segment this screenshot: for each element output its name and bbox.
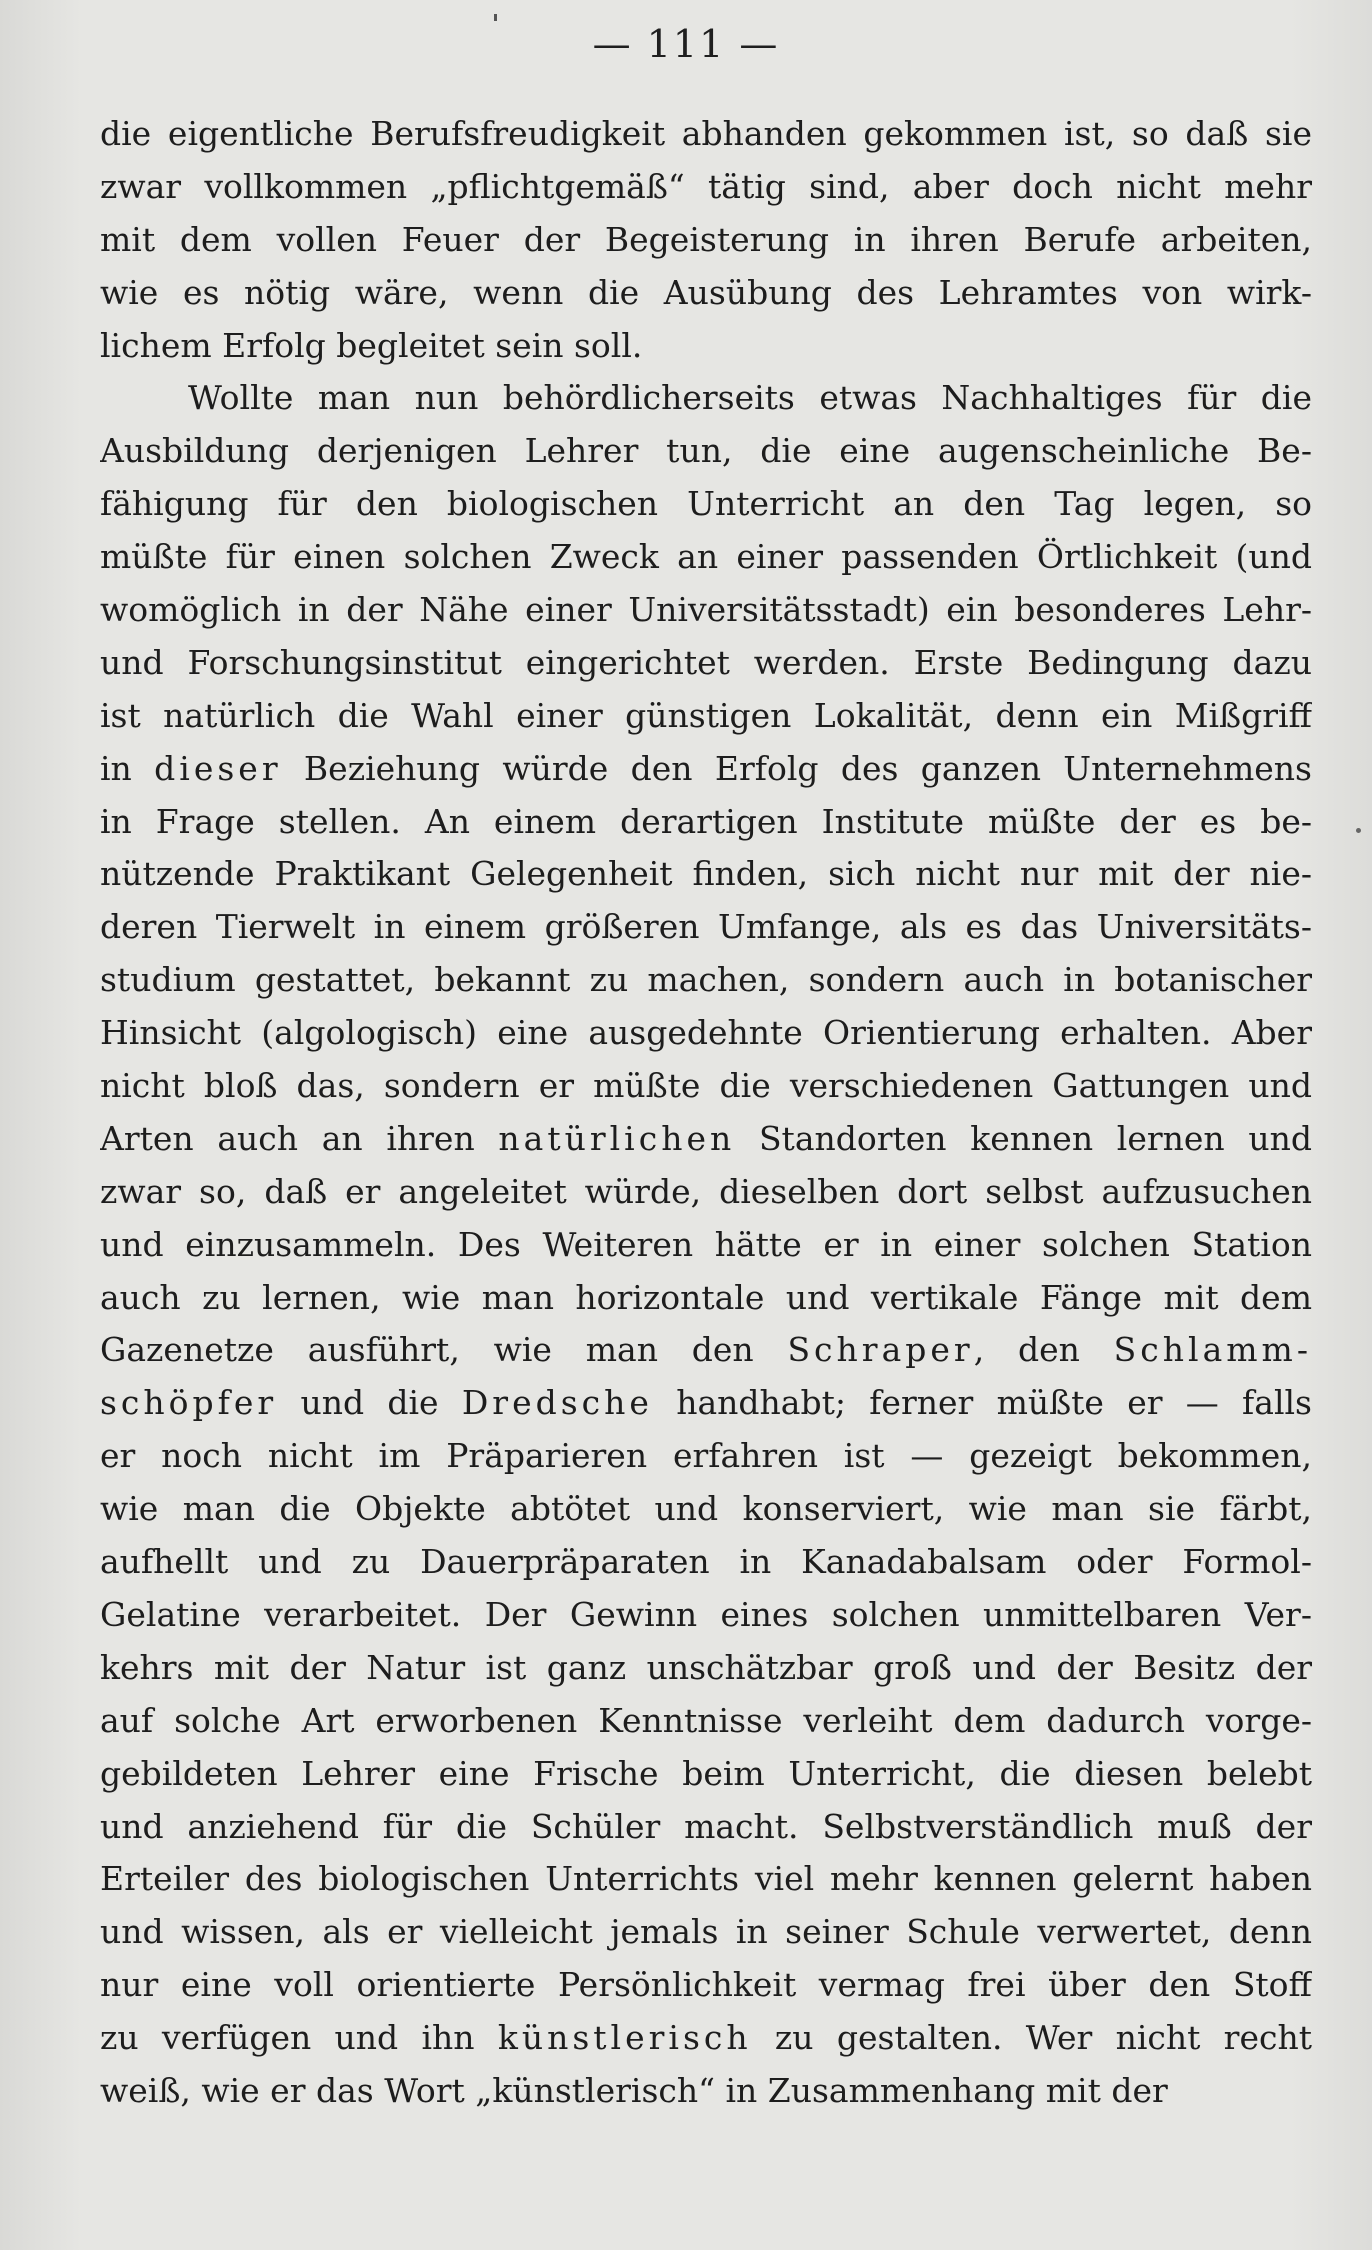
text-line [100,425,1312,478]
text-line [100,161,1312,214]
text-segment: nützende Praktikant Gelegenheit finden, sich nicht nur mit der nie- [100,854,1312,894]
text-line [100,1166,1312,1219]
text-line [100,1801,1312,1854]
text-segment: , den [973,1330,1114,1370]
text-segment: mit dem vollen Feuer der Begeisterung in ihren Berufe arbeiten, [100,219,1312,259]
text-segment: auf solche Art erworbenen Kenntnisse verleiht dem dadurch vorge- [100,1700,1312,1740]
text-line [100,214,1312,267]
text-line [100,2065,1312,2118]
text-segment: deren Tierwelt in einem größeren Umfange, als es das Universitäts- [100,907,1312,947]
text-segment: und wissen, als er vielleicht jemals in seiner Schule verwertet, denn [100,1912,1312,1952]
text-segment: die eigentliche Berufsfreudigkeit abhanden gekommen ist, so daß sie [100,114,1312,153]
text-segment: gebildeten Lehrer eine Frische beim Unterricht, die diesen belebt [100,1753,1312,1793]
text-line [100,1853,1312,1906]
text-line [100,478,1312,531]
spaced-emphasis: Schraper [787,1330,974,1370]
text-segment: wie es nötig wäre, wenn die Ausübung des Lehramtes von wirk- [100,272,1312,312]
text-segment: Gelatine verarbeitet. Der Gewinn eines solchen unmittelbaren Ver- [100,1594,1312,1634]
spaced-emphasis: künstlerisch [497,2018,752,2058]
text-line [100,848,1312,901]
text-line [100,320,1312,373]
text-line [100,584,1312,637]
text-line [100,267,1312,320]
text-segment: auch zu lernen, wie man horizontale und vertikale Fänge mit dem [100,1277,1312,1317]
spaced-emphasis: natürlichen [498,1118,736,1158]
text-segment: Erteiler des biologischen Unterrichts viel mehr kennen gelernt haben [100,1859,1312,1899]
body-text [100,108,1312,2118]
text-segment: Beziehung würde den Erfolg des ganzen Unternehmens [281,748,1312,788]
spaced-emphasis: Dredsche [461,1383,653,1423]
text-segment: nur eine voll orientierte Persönlichkeit vermag frei über den Stoff [100,1965,1312,2005]
text-segment: handhabt; ferner müßte er — falls [652,1383,1312,1423]
text-segment: Ausbildung derjenigen Lehrer tun, die eine augenscheinliche Be- [100,431,1312,471]
page-number: — 111 — [592,22,780,66]
text-segment: wie man die Objekte abtötet und konserviert, wie man sie färbt, [100,1489,1312,1529]
spaced-emphasis: schöpfer [100,1383,278,1423]
text-line [100,637,1312,690]
text-segment: lichem Erfolg begleitet sein soll. [100,325,643,365]
text-line [100,1589,1312,1642]
text-line [100,1536,1312,1589]
text-segment: nicht bloß das, sondern er müßte die verschiedenen Gattungen und [100,1066,1312,1106]
text-line [100,1272,1312,1325]
text-segment: studium gestattet, bekannt zu machen, sondern auch in botanischer [100,960,1312,1000]
text-line [100,1377,1312,1430]
text-line [100,1906,1312,1959]
text-segment: weiß, wie er das Wort „künstlerisch“ in Zusammenhang mit der [100,2070,1168,2110]
text-segment: zwar vollkommen „pflichtgemäß“ tätig sind, aber doch nicht mehr [100,166,1312,206]
text-line [100,1483,1312,1536]
text-segment: Wollte man nun behördlicherseits etwas Nachhaltiges für die [188,378,1312,418]
spaced-emphasis: Schlamm- [1113,1330,1312,1370]
text-segment: und anziehend für die Schüler macht. Selbstverständlich muß der [100,1806,1312,1846]
text-segment: kehrs mit der Natur ist ganz unschätzbar groß und der Besitz der [100,1647,1312,1687]
text-line [100,2012,1312,2065]
text-segment: in [100,748,155,788]
text-line [100,1748,1312,1801]
text-line [100,796,1312,849]
text-segment: zu gestalten. Wer nicht recht [751,2018,1312,2058]
text-line [100,1430,1312,1483]
text-segment: er noch nicht im Präparieren erfahren ist — gezeigt bekommen, [100,1436,1312,1476]
text-segment: und Forschungsinstitut eingerichtet werden. Erste Bedingung dazu [100,642,1312,682]
text-segment: womöglich in der Nähe einer Universitätsstadt) ein besonderes Lehr- [100,590,1312,630]
spaced-emphasis: dieser [154,748,282,788]
text-line [100,954,1312,1007]
text-line [100,1113,1312,1166]
text-line [100,1007,1312,1060]
text-line [100,531,1312,584]
text-line [100,1642,1312,1695]
text-segment: und die [277,1383,462,1423]
text-line [100,743,1312,796]
text-line [100,1959,1312,2012]
text-segment: aufhellt und zu Dauerpräparaten in Kanadabalsam oder Formol- [100,1542,1312,1582]
text-segment: Hinsicht (algologisch) eine ausgedehnte Orientierung erhalten. Aber [100,1013,1312,1053]
text-segment: ist natürlich die Wahl einer günstigen Lokalität, denn ein Mißgriff [100,695,1312,735]
text-segment: fähigung für den biologischen Unterricht an den Tag legen, so [100,484,1312,524]
text-segment: Gazenetze ausführt, wie man den [100,1330,788,1370]
text-line [100,901,1312,954]
ink-speck [494,14,497,21]
text-line [100,372,1312,425]
ink-speck [1356,828,1361,833]
text-line [100,1219,1312,1272]
text-segment: in Frage stellen. An einem derartigen Institute müßte der es be- [100,801,1312,841]
text-line [100,690,1312,743]
text-line [100,1060,1312,1113]
text-segment: Arten auch an ihren [100,1118,499,1158]
text-segment: müßte für einen solchen Zweck an einer passenden Örtlichkeit (und [100,537,1312,577]
text-line [100,1324,1312,1377]
text-segment: und einzusammeln. Des Weiteren hätte er in einer solchen Station [100,1224,1312,1264]
text-segment: Standorten kennen lernen und [735,1118,1312,1158]
text-segment: zwar so, daß er angeleitet würde, dieselben dort selbst aufzusuchen [100,1171,1312,1211]
text-line [100,1695,1312,1748]
text-segment: zu verfügen und ihn [100,2018,498,2058]
text-line [100,108,1312,161]
